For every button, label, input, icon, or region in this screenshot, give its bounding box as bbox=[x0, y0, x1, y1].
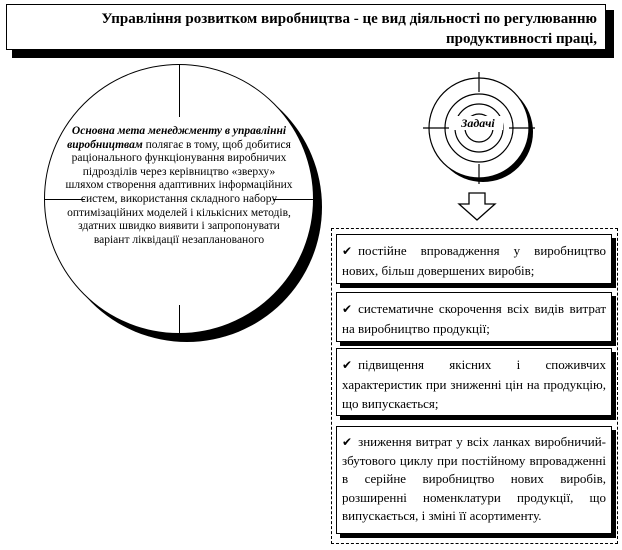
main-goal-text bbox=[65, 125, 293, 247]
goal-circle bbox=[44, 64, 314, 334]
tasks-label: Задачі bbox=[453, 116, 503, 130]
task-item-1 bbox=[336, 234, 612, 284]
title-line-2: продуктивності праці, bbox=[445, 31, 597, 47]
task-item-4 bbox=[336, 426, 612, 534]
task-1-text: постійне впровадження у виробництво нових, більш довершених виробів; bbox=[342, 243, 606, 278]
down-arrow-icon bbox=[457, 192, 497, 222]
task-4-text: зниження витрат у всіх ланках виробничий-збутового циклу при постійному впровадженні в серійне виробництво нових виробів, розширенні номенклатури продукції, що випускається, і зміні її асортименту. bbox=[342, 434, 606, 523]
task-3-text: підвищення якісних і споживчих характеристик при зниженні цін на продукцію, що випускається; bbox=[342, 357, 606, 411]
crosshair-top-line bbox=[179, 65, 180, 117]
check-icon: ✔ bbox=[342, 435, 353, 449]
task-2-text: систематичне скорочення всіх видів витрат на виробництво продукції; bbox=[342, 301, 606, 336]
title-line-1: Управління розвитком виробництва - це вид діяльності по регулюванню bbox=[101, 11, 597, 27]
crosshair-bottom-line bbox=[179, 305, 180, 333]
check-icon: ✔ bbox=[342, 244, 353, 258]
task-item-3 bbox=[336, 348, 612, 416]
page-title bbox=[47, 9, 597, 49]
task-item-2 bbox=[336, 292, 612, 342]
main-goal-body: полягає в тому, щоб добитися раціонального функціонування виробничих підрозділів через керівництво «зверху» шляхом створення адаптивних інформаційних систем, використання складного набору оптимізаційних моделей і кількісних методів, здатних швидко виявити і запропонувати варіант ліквідації незапланованого bbox=[65, 138, 293, 246]
check-icon: ✔ bbox=[342, 358, 353, 372]
title-banner bbox=[6, 4, 606, 50]
main-goal-emphasis: Основна мета менеджменту в управлінні виробництвам bbox=[67, 125, 287, 151]
check-icon: ✔ bbox=[342, 302, 353, 316]
